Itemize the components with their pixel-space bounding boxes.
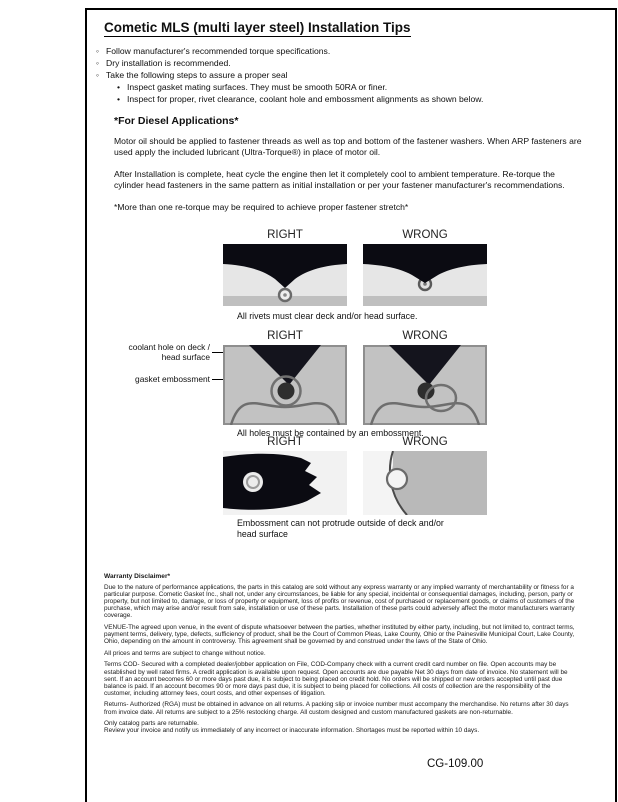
disclaimer-paragraph: Terms COD- Secured with a completed dealer/jobber application on File, COD-Company check with a current credit card number on file. Open accounts may be established by well rated firms. A credit application is available upon request. Open accounts are due payable Net 30 days from date of invoice. No statement will be sent. If an account becomes 60 or more days past due, it is subject to being placed on credit hold. No orders will be shipped or new orders accepted until past due balance is paid. If an account becomes 90 or more days past due, it is subject to being placed for collections. All costs of collection are the responsibility of the customer, including attorney fees, court costs, and other expenses of litigation.: [104, 661, 568, 697]
wrong-label: WRONG: [402, 436, 448, 448]
tip-item: [96, 57, 591, 69]
hole-right-image: [223, 345, 347, 425]
open-bullet-icon: ◦: [96, 58, 100, 68]
figure-row3: [223, 451, 487, 515]
installation-tips-list: [96, 45, 591, 105]
diesel-note: *More than one re-torque may be required to achieve proper fastener stretch*: [114, 201, 409, 212]
diesel-paragraph: After Installation is complete, heat cycle the engine then let it completely cool to ambient temperature. Re-torque the cylinder head fasteners in the same pattern as initial installation or per your fastener manufacturer's recommendations.: [114, 168, 565, 190]
warranty-disclaimer-section: [104, 573, 578, 739]
gasket-embossment-callout: gasket embossment: [135, 374, 210, 384]
disclaimer-paragraph: Returns- Authorized (RGA) must be obtained in advance on all returns. A packing slip or invoice number must accompany the merchandise. No returns after 30 days from invoice date. All returns are subject to a 25% restocking charge. All custom designed and custom manufactured gaskets are non-returnable.: [104, 701, 569, 716]
filled-bullet-icon: •: [117, 94, 121, 104]
figure-row1-labels: [223, 229, 487, 241]
rivet-clearance-right-figure: [223, 244, 347, 306]
tip-text: Dry installation is recommended.: [106, 58, 231, 68]
open-bullet-icon: ◦: [96, 46, 100, 56]
disclaimer-heading: Warranty Disclaimer*: [104, 573, 171, 580]
tip-text: Follow manufacturer's recommended torque specifications.: [106, 46, 331, 56]
wrong-label: WRONG: [402, 229, 448, 241]
diesel-heading: *For Diesel Applications*: [114, 115, 239, 127]
tip-item: [96, 45, 591, 57]
figure-row1: [223, 244, 487, 306]
rivet-right-image: [223, 244, 347, 306]
tip-text: Inspect for proper, rivet clearance, coolant hole and embossment alignments as shown below.: [127, 94, 484, 104]
figure-row3-labels: [223, 436, 487, 448]
diesel-applications-section: [114, 116, 582, 223]
page-number: CG-109.00: [427, 758, 484, 770]
rivet-wrong-image: [363, 244, 487, 306]
disclaimer-paragraph: VENUE-The agreed upon venue, in the event of dispute whatsoever between the parties, whether instituted by either party, including, but not limited to, contract terms, payment terms, delivery, type, defects, sufficiency of product, shall be the Court of Common Pleas, Lake County, Ohio or the Painesville Municipal Court, Lake County, Ohio, depending on the amount in controversy. This agreement shall be governed by and construed under the laws of the State of Ohio.: [104, 624, 575, 646]
emboss-wrong-image: [363, 451, 487, 515]
rivet-clearance-wrong-figure: [363, 244, 487, 306]
tip-item: [96, 69, 591, 81]
emboss-right-image: [223, 451, 347, 515]
coolant-hole-callout: coolant hole on deck / head surface: [128, 342, 210, 362]
disclaimer-paragraph: All prices and terms are subject to change without notice.: [104, 649, 266, 657]
filled-bullet-icon: •: [117, 82, 121, 92]
tip-text: Inspect gasket mating surfaces. They must be smooth 50RA or finer.: [127, 82, 388, 92]
right-label: RIGHT: [267, 436, 303, 448]
page-title: [104, 20, 411, 35]
figure-row3-caption: Embossment can not protrude outside of deck and/or head surface: [237, 518, 444, 539]
diesel-paragraph: Motor oil should be applied to fastener threads as well as top and bottom of the fastener washers. When ARP fasteners are used apply the included lubricant (Ultra-Torque®) in place of motor oil.: [114, 135, 582, 157]
figure-row2-labels: [223, 330, 487, 342]
tip-text: Take the following steps to assure a proper seal: [106, 70, 288, 80]
right-label: RIGHT: [267, 229, 303, 241]
hole-embossment-wrong-figure: [363, 345, 487, 425]
figure-row1-caption: All rivets must clear deck and/or head surface.: [237, 311, 418, 321]
disclaimer-paragraph: Only catalog parts are returnable.: [104, 720, 199, 728]
embossment-deck-wrong-figure: [363, 451, 487, 515]
figure-row2: [223, 345, 487, 425]
open-bullet-icon: ◦: [96, 70, 100, 80]
hole-embossment-right-figure: [223, 345, 347, 425]
hole-wrong-image: [363, 345, 487, 425]
embossment-deck-right-figure: [223, 451, 347, 515]
figure-row2-caption: All holes must be contained by an embossment.: [237, 428, 424, 438]
disclaimer-paragraph: Due to the nature of performance applications, the parts in this catalog are sold without any express warranty or any implied warranty of merchantability or fitness for a particular purpose. Cometic Gasket Inc., shall not, under any circumstances, be liable for any special, incidental or consequential damages, including, person, party or property, but not limited to, damage, or loss of property or equipment, loss of profits or revenue, cost of purchased or replacement goods, or claims of customers of the purchase, which may arise and/or result from sale, installation or use of these parts. Installation of these parts could adversely affect the motor manufacturers warranty coverage.: [104, 584, 575, 620]
right-label: RIGHT: [267, 330, 303, 342]
tip-sub-item: [117, 93, 591, 105]
page-title-text: Cometic MLS (multi layer steel) Installation Tips: [104, 20, 411, 35]
tip-sub-item: [117, 81, 591, 93]
wrong-label: WRONG: [402, 330, 448, 342]
disclaimer-paragraph: Review your invoice and notify us immediately of any incorrect or inaccurate information. Shortages must be reported within 10 days.: [104, 727, 480, 735]
